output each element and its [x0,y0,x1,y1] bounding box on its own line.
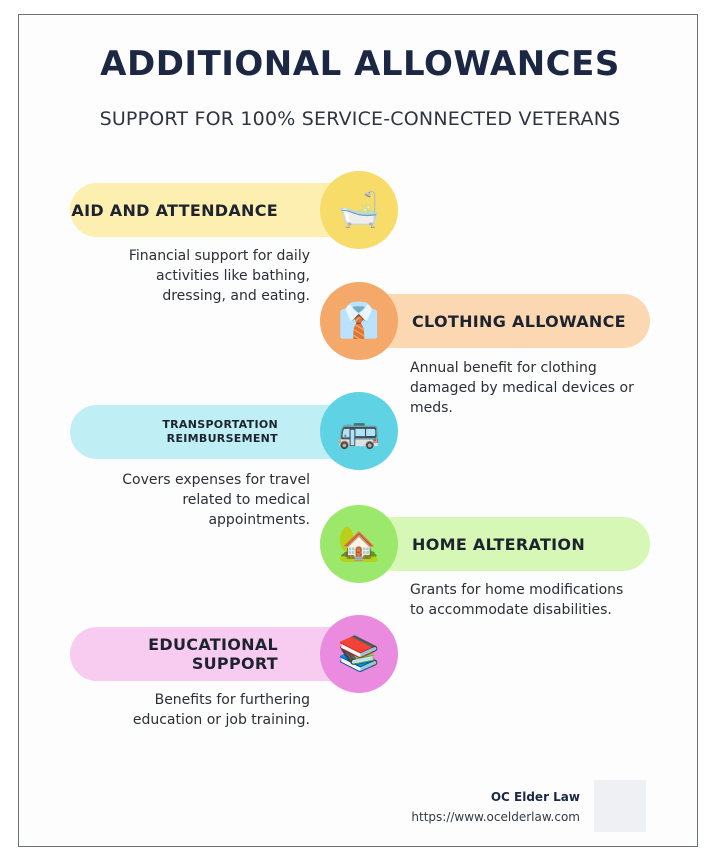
description-clothing-allowance: Annual benefit for clothing damaged by medical devices or meds. [410,360,634,416]
qr-code-placeholder [594,780,646,832]
pill-label: EDUCATIONAL SUPPORT [148,635,278,673]
description-transportation: Covers expenses for travel related to medical appointments. [122,472,310,528]
books-icon: 📚 [320,615,398,693]
description-aid-and-attendance: Financial support for daily activities like bathing, dressing, and eating. [128,248,310,304]
bus-icon: 🚌 [320,392,398,470]
pill-label: AID AND ATTENDANCE [71,200,278,220]
pill-label: HOME ALTERATION [412,534,586,554]
brand-url[interactable]: https://www.ocelderlaw.com [411,810,580,824]
description-home-alteration: Grants for home modifications to accommodate disabilities. [410,582,624,618]
pill-label: TRANSPORTATION REIMBURSEMENT [162,418,278,445]
shirt-tie-icon: 👔 [320,282,398,360]
page-title: ADDITIONAL ALLOWANCES [100,44,620,84]
description-educational-support: Benefits for furthering education or job training. [132,692,310,728]
bathtub-icon: 🛁 [320,171,398,249]
page-subtitle: SUPPORT FOR 100% SERVICE-CONNECTED VETERANS [99,108,621,130]
pill-label: CLOTHING ALLOWANCE [412,311,626,331]
brand-name: OC Elder Law [490,790,580,804]
house-icon: 🏡 [320,505,398,583]
